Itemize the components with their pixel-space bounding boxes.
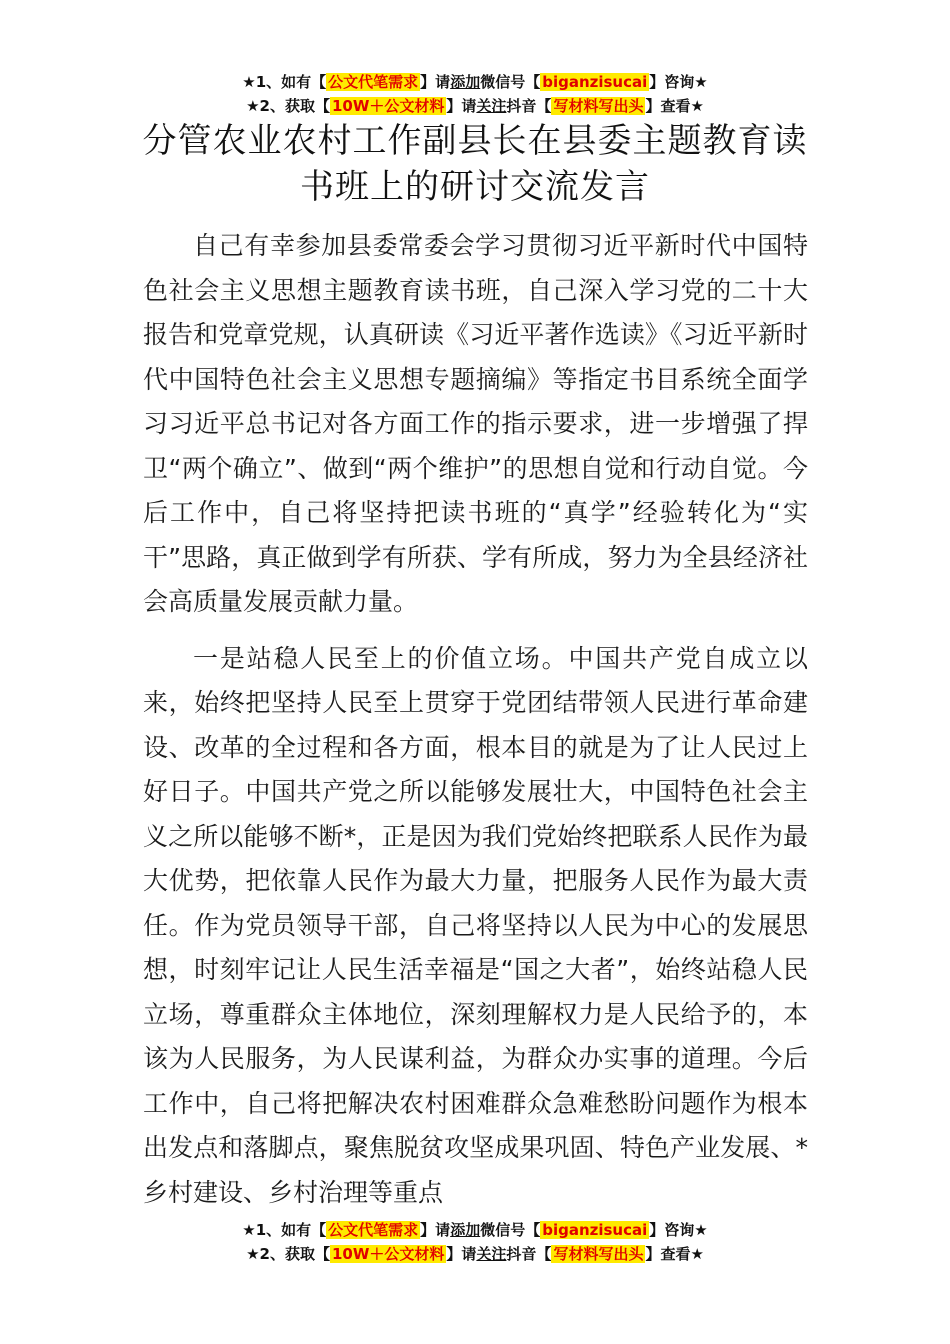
banner-highlight: 公文代笔需求 [328, 73, 419, 91]
bottom-banner [0, 1218, 950, 1266]
banner-line-1 [0, 1218, 950, 1242]
banner-text: 】请 [420, 1221, 451, 1239]
document-title: 分管农业农村工作副县长在县委主题教育读书班上的研讨交流发言 [142, 121, 808, 207]
banner-text: 】咨询★ [649, 73, 708, 91]
banner-underline: 添加 [450, 1221, 481, 1239]
banner-line-1 [0, 70, 950, 94]
banner-text: ★1、如有【 [242, 1221, 327, 1239]
banner-highlight: 公文代笔需求 [328, 1221, 419, 1239]
banner-underline: 添加 [450, 73, 481, 91]
banner-text: 】请 [446, 97, 477, 115]
banner-underline: 关注 [476, 1245, 507, 1263]
banner-highlight: 10W＋公文材料 [331, 1245, 445, 1263]
banner-highlight: 10W＋公文材料 [331, 97, 445, 115]
paragraph: 自己有幸参加县委常委会学习贯彻习近平新时代中国特色社会主义思想主题教育读书班，自己深入学习党的二十大报告和党章党规，认真研读《习近平著作选读》《习近平新时代中国特色社会主义思想专题摘编》等指定书目系统全面学习习近平总书记对各方面工作的指示要求，进一步增强了捍卫“两个确立”、做到“两个维护”的思想自觉和行动自觉。今后工作中，自己将坚持把读书班的“真学”经验转化为“实干”思路，真正做到学有所获、学有所成，努力为全县经济社会高质量发展贡献力量。 [143, 231, 808, 616]
paragraph: 一是站稳人民至上的价值立场。中国共产党自成立以来，始终把坚持人民至上贯穿于党团结带领人民进行革命建设、改革的全过程和各方面，根本目的就是为了让人民过上好日子。中国共产党之所以能够发展壮大，中国特色社会主义之所以能够不断*，正是因为我们党始终把联系人民作为最大优势，把依靠人民作为最大力量，把服务人民作为最大责任。作为党员领导干部，自己将坚持以人民为中心的发展思想，时刻牢记让人民生活幸福是“国之大者”，始终站稳人民立场，尊重群众主体地位，深刻理解权力是人民给予的，本该为人民服务，为人民谋利益，为群众办实事的道理。今后工作中，自己将把解决农村困难群众急难愁盼问题作为根本出发点和落脚点，聚焦脱贫攻坚成果巩固、特色产业发展、*乡村建设、乡村治理等重点 [143, 643, 808, 1207]
banner-text: 】请 [420, 73, 451, 91]
banner-text: ★2、获取【 [246, 97, 330, 115]
banner-text: 】咨询★ [649, 1221, 708, 1239]
banner-text: 】查看★ [645, 1245, 704, 1263]
banner-text: ★2、获取【 [246, 1245, 330, 1263]
banner-underline: 关注 [476, 97, 507, 115]
banner-text: 微信号【 [480, 1221, 541, 1239]
document-body [143, 224, 808, 1215]
banner-text: 】查看★ [645, 97, 704, 115]
banner-highlight: biganzisucai [542, 1221, 648, 1239]
banner-text: 】请 [446, 1245, 477, 1263]
banner-highlight: 写材料写出头 [553, 1245, 644, 1263]
banner-text: 抖音【 [506, 1245, 552, 1263]
banner-line-2 [0, 1242, 950, 1266]
banner-text: ★1、如有【 [242, 73, 327, 91]
banner-highlight: biganzisucai [542, 73, 648, 91]
banner-text: 抖音【 [506, 97, 552, 115]
banner-line-2 [0, 94, 950, 118]
banner-highlight: 写材料写出头 [553, 97, 644, 115]
banner-text: 微信号【 [480, 73, 541, 91]
top-banner [0, 70, 950, 118]
